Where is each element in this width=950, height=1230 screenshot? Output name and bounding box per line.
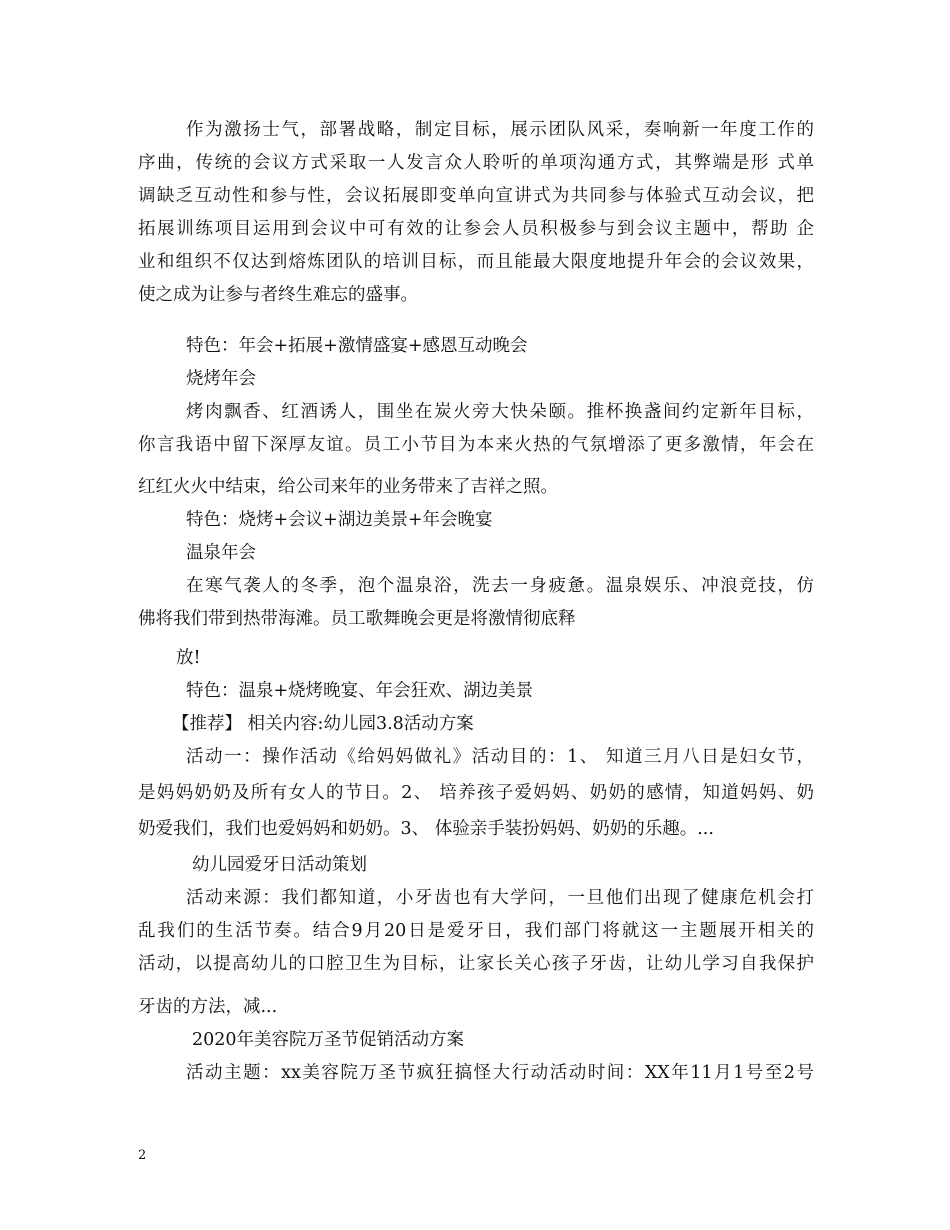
paragraph-line: 烤肉飘香、红酒诱人，围坐在炭火旁大快朵颐。推杯换盏间约定新年目标， bbox=[186, 402, 814, 422]
paragraph-line: 活动，以提高幼儿的口腔卫生为目标，让家长关心孩子牙齿，让幼儿学习自我保护 bbox=[138, 954, 814, 974]
paragraph-line: 活动来源：我们都知道，小牙齿也有大学问，一旦他们出现了健康危机会打 bbox=[186, 888, 814, 908]
paragraph-line: 牙齿的方法，减... bbox=[138, 997, 278, 1017]
feature-line: 特色：烧烤+会议+湖边美景+年会晚宴 bbox=[186, 510, 493, 530]
paragraph-line: 使之成为让参与者终生难忘的盛事。 bbox=[138, 285, 418, 305]
article-title: 2020年美容院万圣节促销活动方案 bbox=[192, 1030, 465, 1050]
paragraph-line: 拓展训练项目运用到会议中可有效的让参会人员积极参与到会议主题中，帮助 企 bbox=[138, 219, 814, 239]
page-number: 2 bbox=[138, 1148, 147, 1163]
paragraph-line: 佛将我们带到热带海滩。员工歌舞晚会更是将激情彻底释 bbox=[138, 609, 576, 629]
feature-line: 特色：年会+拓展+激情盛宴+感恩互动晚会 bbox=[186, 336, 528, 356]
paragraph-line: 是妈妈奶奶及所有女人的节日。2、 培养孩子爱妈妈、奶奶的感情，知道妈妈、奶 bbox=[138, 783, 814, 803]
section-heading: 烧烤年会 bbox=[186, 369, 256, 389]
article-title: 幼儿园爱牙日活动策划 bbox=[192, 855, 367, 875]
paragraph-line: 放! bbox=[176, 648, 201, 668]
paragraph-line: 业和组织不仅达到熔炼团队的培训目标，而且能最大限度地提升年会的会议效果， bbox=[138, 252, 814, 272]
paragraph-line: 活动一：操作活动《给妈妈做礼》活动目的：1、 知道三月八日是妇女节， bbox=[186, 747, 814, 767]
paragraph-line: 作为激扬士气，部署战略，制定目标，展示团队风采，奏响新一年度工作的 bbox=[186, 120, 814, 140]
paragraph-line: 序曲，传统的会议方式采取一人发言众人聆听的单项沟通方式，其弊端是形 式单 bbox=[138, 153, 814, 173]
paragraph-line: 乱我们的生活节奏。结合9月20日是爱牙日，我们部门将就这一主题展开相关的 bbox=[138, 921, 814, 941]
paragraph-line: 红红火火中结束，给公司来年的业务带来了吉祥之照。 bbox=[138, 477, 558, 497]
paragraph-line: 活动主题：xx美容院万圣节疯狂搞怪大行动活动时间：XX年11月1号至2号 bbox=[186, 1063, 814, 1083]
paragraph-line: 在寒气袭人的冬季，泡个温泉浴，洗去一身疲惫。温泉娱乐、冲浪竞技，仿 bbox=[186, 576, 814, 596]
recommend-line: 【推荐】 相关内容:幼儿园3.8活动方案 bbox=[172, 714, 474, 734]
paragraph-line: 你言我语中留下深厚友谊。员工小节目为本来火热的气氛增添了更多激情，年会在 bbox=[138, 435, 814, 455]
paragraph-line: 调缺乏互动性和参与性，会议拓展即变单向宣讲式为共同参与体验式互动会议，把 bbox=[138, 186, 814, 206]
feature-line: 特色：温泉+烧烤晚宴、年会狂欢、湖边美景 bbox=[186, 681, 534, 701]
paragraph-line: 奶爱我们，我们也爱妈妈和奶奶。3、 体验亲手装扮妈妈、奶奶的乐趣。... bbox=[138, 819, 714, 839]
section-heading: 温泉年会 bbox=[186, 543, 256, 563]
